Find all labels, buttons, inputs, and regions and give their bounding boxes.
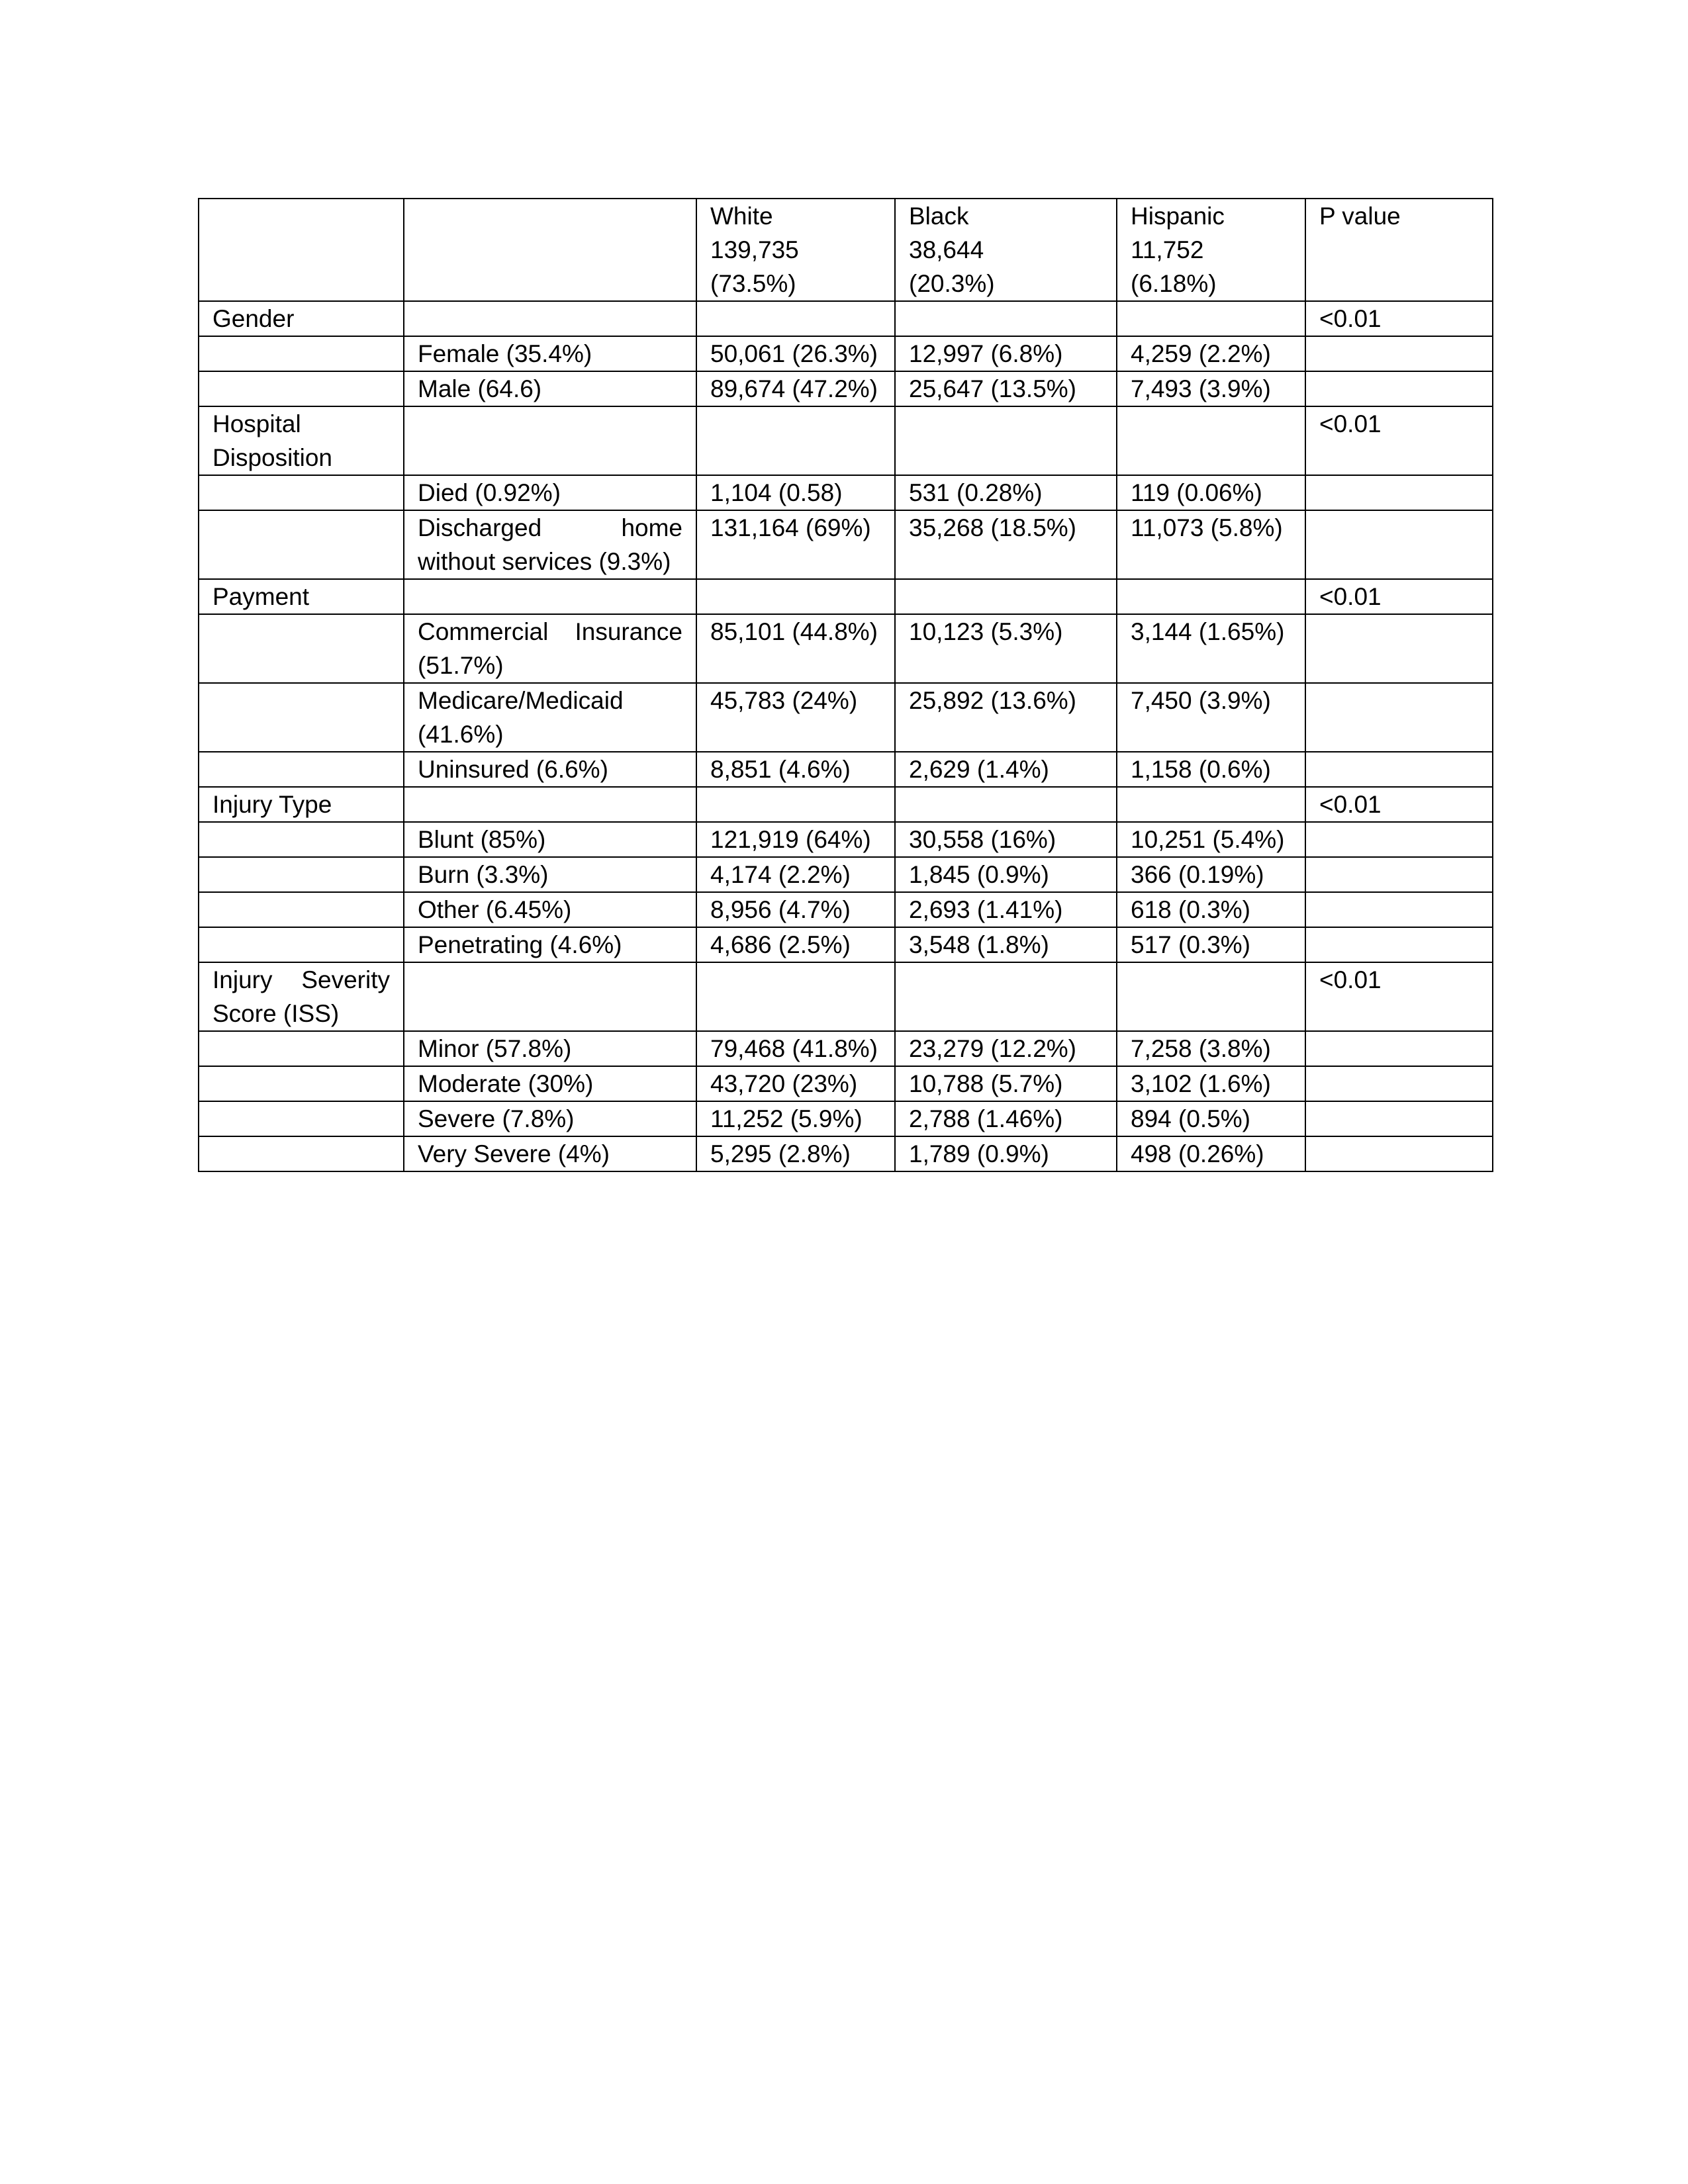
cell-category: Gender [199,301,404,336]
cell-category [199,683,404,752]
cell-black: 35,268 (18.5%) [895,510,1117,579]
cell-p-value [1305,857,1493,892]
cell-category [199,892,404,927]
table-row [199,892,1493,927]
cell-category: Payment [199,579,404,614]
cell-p-value [1305,927,1493,962]
cell-black: 25,647 (13.5%) [895,371,1117,406]
cell-category [199,857,404,892]
table-row [199,962,1493,1031]
cell-hispanic: 618 (0.3%) [1117,892,1305,927]
cell-hispanic: 7,258 (3.8%) [1117,1031,1305,1066]
table-header-row [199,199,1493,301]
cell-hispanic [1117,301,1305,336]
cell-white: 1,104 (0.58) [696,475,895,510]
cell-category [199,1136,404,1171]
cell-p-value [1305,1066,1493,1101]
cell-p-value [1305,752,1493,787]
header-cell-hispanic [1117,199,1305,301]
cell-subcategory: Blunt (85%) [404,822,696,857]
cell-p-value [1305,892,1493,927]
cell-hispanic [1117,962,1305,1031]
cell-p-value [1305,336,1493,371]
cell-subcategory: Uninsured (6.6%) [404,752,696,787]
table-row [199,371,1493,406]
header-white-pct: (73.5%) [710,270,796,297]
cell-category [199,510,404,579]
cell-subcategory: Minor (57.8%) [404,1031,696,1066]
cell-black: 3,548 (1.8%) [895,927,1117,962]
cell-p-value [1305,1101,1493,1136]
cell-white: 11,252 (5.9%) [696,1101,895,1136]
cell-hispanic: 894 (0.5%) [1117,1101,1305,1136]
cell-black: 2,788 (1.46%) [895,1101,1117,1136]
cell-category [199,336,404,371]
cell-white: 43,720 (23%) [696,1066,895,1101]
cell-p-value: <0.01 [1305,301,1493,336]
cell-category [199,1101,404,1136]
cell-white: 4,686 (2.5%) [696,927,895,962]
cell-subcategory [404,406,696,475]
cell-p-value [1305,683,1493,752]
cell-black: 2,629 (1.4%) [895,752,1117,787]
cell-black: 10,123 (5.3%) [895,614,1117,683]
cell-subcategory [404,579,696,614]
cell-hispanic: 11,073 (5.8%) [1117,510,1305,579]
cell-p-value: <0.01 [1305,962,1493,1031]
header-white-count: 139,735 [710,236,799,263]
cell-category [199,475,404,510]
table-row [199,787,1493,822]
cell-p-value: <0.01 [1305,406,1493,475]
table-row [199,510,1493,579]
table-row [199,822,1493,857]
cell-white: 85,101 (44.8%) [696,614,895,683]
header-black-name: Black [909,203,969,230]
cell-black: 1,789 (0.9%) [895,1136,1117,1171]
table-row [199,683,1493,752]
cell-subcategory: Commercial Insurance (51.7%) [404,614,696,683]
cell-black: 2,693 (1.41%) [895,892,1117,927]
cell-white [696,962,895,1031]
header-white-name: White [710,203,773,230]
cell-category: Injury Type [199,787,404,822]
cell-black: 531 (0.28%) [895,475,1117,510]
cell-black [895,787,1117,822]
cell-hispanic [1117,579,1305,614]
cell-white [696,301,895,336]
cell-hispanic: 10,251 (5.4%) [1117,822,1305,857]
cell-hispanic: 4,259 (2.2%) [1117,336,1305,371]
demographics-table [198,198,1493,1172]
cell-p-value [1305,1031,1493,1066]
cell-black [895,301,1117,336]
cell-hispanic: 7,450 (3.9%) [1117,683,1305,752]
cell-subcategory: Female (35.4%) [404,336,696,371]
table-row [199,614,1493,683]
cell-hispanic: 366 (0.19%) [1117,857,1305,892]
cell-subcategory: Moderate (30%) [404,1066,696,1101]
cell-subcategory: Medicare/Medicaid (41.6%) [404,683,696,752]
header-hispanic-pct: (6.18%) [1131,270,1217,297]
cell-hispanic: 119 (0.06%) [1117,475,1305,510]
cell-category [199,614,404,683]
cell-hispanic: 3,102 (1.6%) [1117,1066,1305,1101]
header-cell-white [696,199,895,301]
cell-hispanic: 517 (0.3%) [1117,927,1305,962]
cell-category [199,371,404,406]
cell-subcategory: Severe (7.8%) [404,1101,696,1136]
cell-black: 10,788 (5.7%) [895,1066,1117,1101]
header-hispanic-count: 11,752 [1131,236,1204,263]
cell-black: 30,558 (16%) [895,822,1117,857]
header-cell-black [895,199,1117,301]
cell-p-value [1305,371,1493,406]
cell-subcategory: Other (6.45%) [404,892,696,927]
cell-category [199,1031,404,1066]
header-cell-category [199,199,404,301]
cell-hispanic: 498 (0.26%) [1117,1136,1305,1171]
cell-p-value: <0.01 [1305,787,1493,822]
header-cell-subcategory [404,199,696,301]
table-row [199,301,1493,336]
table-row [199,1031,1493,1066]
cell-subcategory: Died (0.92%) [404,475,696,510]
cell-white: 5,295 (2.8%) [696,1136,895,1171]
cell-white: 4,174 (2.2%) [696,857,895,892]
cell-white: 8,851 (4.6%) [696,752,895,787]
cell-p-value [1305,1136,1493,1171]
cell-category: Hospital Disposition [199,406,404,475]
header-black-count: 38,644 [909,236,984,263]
table-row [199,927,1493,962]
cell-subcategory: Male (64.6) [404,371,696,406]
cell-white: 131,164 (69%) [696,510,895,579]
cell-p-value [1305,614,1493,683]
cell-subcategory [404,301,696,336]
cell-white: 45,783 (24%) [696,683,895,752]
cell-p-value: <0.01 [1305,579,1493,614]
cell-white: 121,919 (64%) [696,822,895,857]
cell-subcategory [404,787,696,822]
cell-white [696,406,895,475]
table-row [199,1101,1493,1136]
header-cell-pvalue: P value [1305,199,1493,301]
cell-hispanic: 7,493 (3.9%) [1117,371,1305,406]
cell-p-value [1305,510,1493,579]
cell-subcategory: Penetrating (4.6%) [404,927,696,962]
cell-white: 8,956 (4.7%) [696,892,895,927]
cell-subcategory [404,962,696,1031]
table-row [199,336,1493,371]
table-row [199,406,1493,475]
cell-subcategory: Discharged home without services (9.3%) [404,510,696,579]
cell-black: 25,892 (13.6%) [895,683,1117,752]
cell-black: 12,997 (6.8%) [895,336,1117,371]
table-row [199,857,1493,892]
header-hispanic-name: Hispanic [1131,203,1225,230]
cell-hispanic: 1,158 (0.6%) [1117,752,1305,787]
cell-p-value [1305,475,1493,510]
cell-category [199,1066,404,1101]
table-row [199,475,1493,510]
cell-white [696,787,895,822]
cell-black [895,579,1117,614]
cell-category [199,752,404,787]
cell-subcategory: Very Severe (4%) [404,1136,696,1171]
cell-white: 50,061 (26.3%) [696,336,895,371]
cell-black: 1,845 (0.9%) [895,857,1117,892]
cell-category: Injury Severity Score (ISS) [199,962,404,1031]
table-row [199,752,1493,787]
cell-white [696,579,895,614]
cell-subcategory: Burn (3.3%) [404,857,696,892]
cell-hispanic [1117,406,1305,475]
cell-hispanic: 3,144 (1.65%) [1117,614,1305,683]
cell-category [199,927,404,962]
header-black-pct: (20.3%) [909,270,995,297]
cell-black [895,406,1117,475]
cell-white: 79,468 (41.8%) [696,1031,895,1066]
cell-black [895,962,1117,1031]
cell-hispanic [1117,787,1305,822]
table-row [199,1136,1493,1171]
cell-white: 89,674 (47.2%) [696,371,895,406]
table-row [199,1066,1493,1101]
table-row [199,579,1493,614]
cell-p-value [1305,822,1493,857]
cell-category [199,822,404,857]
cell-black: 23,279 (12.2%) [895,1031,1117,1066]
